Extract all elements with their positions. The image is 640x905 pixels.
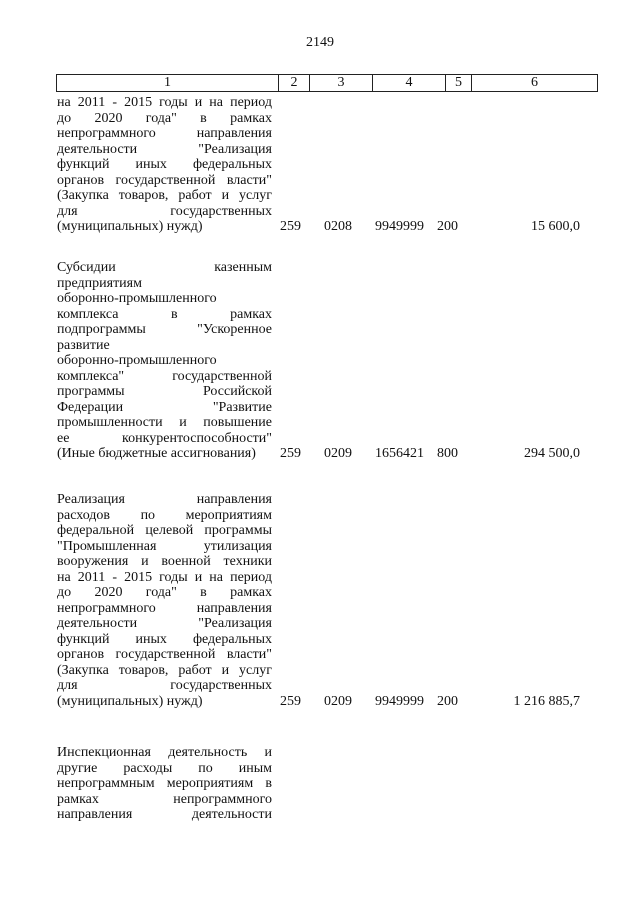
description-line: другие расходы по иным [57, 760, 272, 776]
expense-type-cell: 200 [437, 693, 458, 709]
description-line: развитие [57, 337, 110, 353]
column-header-6: 6 [531, 75, 538, 90]
page-number: 2149 [306, 35, 334, 50]
description-line: (муниципальных) нужд) [57, 219, 203, 234]
description-line: до 2020 года" в рамках [57, 110, 272, 126]
ministry-code-cell: 259 [280, 446, 301, 461]
description-line: (муниципальных) нужд) [57, 693, 203, 709]
description-line: для государственных [57, 678, 272, 693]
amount-cell: 294 500,0 [524, 446, 580, 461]
ministry-code-cell: 259 [280, 693, 301, 709]
description-line: непрограммного направления [57, 126, 272, 141]
description-line: Реализация направления [57, 492, 272, 507]
description-line: промышленности и повышение [57, 415, 272, 430]
description-line: рамках непрограммного [57, 791, 272, 807]
description-line: на 2011 - 2015 годы и на период [57, 569, 272, 585]
description-line: Инспекционная деятельность и [57, 745, 272, 760]
description-line: непрограммным мероприятиям в [57, 776, 272, 791]
row-description [57, 95, 272, 235]
description-line: расходов по мероприятиям [57, 507, 272, 523]
description-line: для государственных [57, 203, 272, 219]
section-code-cell: 0209 [324, 446, 352, 461]
section-code-cell: 0208 [324, 219, 352, 234]
description-line: (Иные бюджетные ассигнования) [57, 446, 256, 461]
target-article-cell: 1656421 [375, 446, 424, 461]
description-line: непрограммного направления [57, 600, 272, 616]
section-code-cell: 0209 [324, 693, 352, 709]
description-line: комплекса в рамках [57, 306, 272, 322]
description-line: Субсидии казенным [57, 260, 272, 275]
description-line: (Закупка товаров, работ и услуг [57, 188, 272, 203]
description-line: комплекса" государственной [57, 368, 272, 384]
description-line: на 2011 - 2015 годы и на период [57, 95, 272, 110]
description-line: функций иных федеральных [57, 631, 272, 647]
description-line: вооружения и военной техники [57, 554, 272, 569]
expense-type-cell: 800 [437, 446, 458, 461]
row-description [57, 745, 272, 823]
description-line: органов государственной власти" [57, 172, 272, 188]
row-description [57, 260, 272, 462]
amount-cell: 15 600,0 [531, 219, 580, 234]
description-line: функций иных федеральных [57, 157, 272, 172]
description-line: направления деятельности [57, 807, 272, 822]
description-line: до 2020 года" в рамках [57, 585, 272, 600]
description-line: ее конкурентоспособности" [57, 430, 272, 446]
target-article-cell: 9949999 [375, 693, 424, 709]
description-line: деятельности "Реализация [57, 616, 272, 631]
ministry-code-cell: 259 [280, 219, 301, 234]
description-line: деятельности "Реализация [57, 141, 272, 157]
column-header-1: 1 [57, 75, 279, 91]
row-description [57, 492, 272, 709]
description-line: программы Российской [57, 384, 272, 399]
target-article-cell: 9949999 [375, 219, 424, 234]
column-header-4: 4 [373, 75, 446, 91]
description-line: (Закупка товаров, работ и услуг [57, 662, 272, 678]
description-line: "Промышленная утилизация [57, 538, 272, 554]
description-line: предприятиям [57, 275, 142, 291]
description-line: федеральной целевой программы [57, 523, 272, 538]
column-header-2: 2 [279, 75, 310, 91]
description-line: органов государственной власти" [57, 647, 272, 662]
column-header-5: 5 [446, 75, 472, 91]
expense-type-cell: 200 [437, 219, 458, 234]
description-line: Федерации "Развитие [57, 399, 272, 415]
description-line: оборонно-промышленного [57, 291, 217, 306]
amount-cell: 1 216 885,7 [513, 693, 580, 709]
column-header-row [56, 74, 598, 92]
column-header-3: 3 [310, 75, 373, 91]
description-line: подпрограммы "Ускоренное [57, 322, 272, 337]
description-line: оборонно-промышленного [57, 353, 217, 368]
